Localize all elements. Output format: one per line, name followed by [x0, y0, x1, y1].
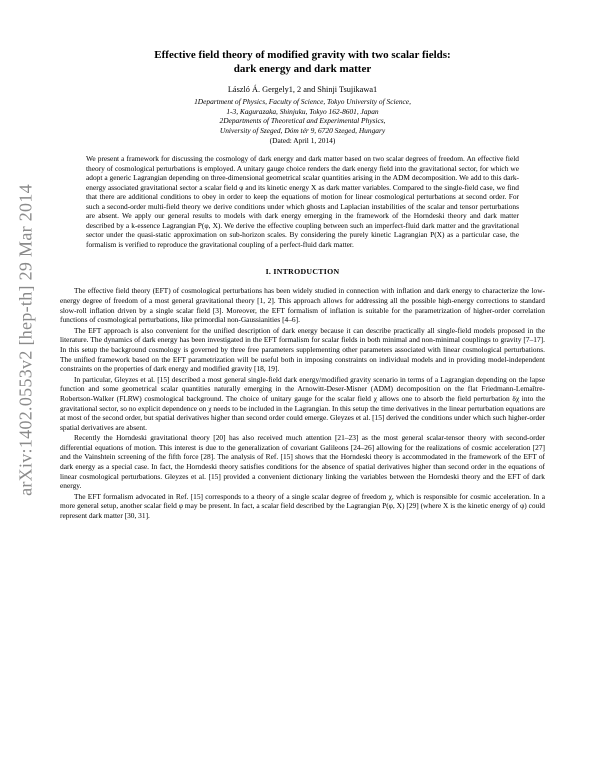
paper-title [60, 48, 545, 76]
affiliation-line: University of Szeged, Dóm tér 9, 6720 Szeged, Hungary [219, 125, 386, 135]
abstract: We present a framework for discussing the cosmology of dark energy and dark matter based on two scalar degrees of freedom. An effective field theory of cosmological perturbations is employed. A unitary gauge choice renders the dark energy field into the gravitational sector, for which we adopt a generic Lagrangian depending on three-dimensional geometrical scalar quantities arising in the ADM decomposition. We add to this dark-energy associated gravitational sector a scalar field φ and its kinetic energy X as dark matter variables. Compared to the single-field case, we find that there are additional conditions to obey in order to keep the equations of motion for linear cosmological perturbations at second order. For such a second-order multi-field theory we derive conditions under which ghosts and Laplacian instabilities of the scalar and tensor perturbations are absent. We apply our general results to models with dark energy emerging in the framework of the Horndeski theory and dark matter described by a k-essence Lagrangian P(φ, X). We derive the effective coupling between such an imperfect-fluid dark matter and the gravitational sector under the quasi-static approximation on sub-horizon scales. By considering the purely kinetic Lagrangian P(X) as a particular case, the formalism is verified to reproduce the gravitational coupling of a perfect-fluid dark matter. [86, 154, 519, 249]
affiliation-line: 1-3, Kagurazaka, Shinjuku, Tokyo 162-8601, Japan [226, 106, 379, 116]
paper-page [60, 48, 545, 522]
affiliation-line: 2Departments of Theoretical and Experimental Physics, [219, 116, 386, 126]
section-heading-introduction: I. INTRODUCTION [265, 267, 340, 277]
body-paragraph: The EFT approach is also convenient for the unified description of dark energy because it can describe practically all single-field models proposed in the literature. The dynamics of dark energy has been investigated in the EFT formalism for scalar fields in both minimal and non-minimal couplings to gravity [7–17]. In this setup the background cosmology is governed by three free parameters supplementing other parameters associated with linear cosmological perturbations. The unified framework based on the EFT parametrization will be useful both in imposing constraints on individual models and in providing model-independent constraints on the properties of dark energy and modified gravity [18, 19]. [60, 325, 545, 374]
body-paragraph: In particular, Gleyzes et al. [15] described a most general single-field dark energy/modified gravity scenario in terms of a Lagrangian depending on the lapse function and some geometrical scalar quantities naturally emerging in the Arnowitt-Deser-Misner (ADM) decomposition on the flat Friedmann-Lemaître-Robertson-Walker (FLRW) cosmological background. The choice of unitary gauge for the scalar field χ allows one to absorb the field perturbation δχ into the gravitational sector, so no explicit dependence on χ needs to be included in the Lagrangian. In this setup the time derivatives in the linear perturbation equations are at most of the second order, but spatial derivatives higher than second order could emerge. Gleyzes et al. [15] derived the conditions under which such higher-order spatial derivatives are absent. [60, 374, 545, 432]
title-line-2: dark energy and dark matter [233, 63, 372, 75]
dated-line: (Dated: April 1, 2014) [269, 136, 336, 146]
author-list: László Á. Gergely1, 2 and Shinji Tsujikawa1 [227, 85, 378, 94]
arxiv-identifier: arXiv:1402.0553v2 [hep-th] 29 Mar 2014 [15, 184, 36, 496]
arxiv-side-stamp [6, 140, 46, 540]
title-line-1: Effective field theory of modified gravity with two scalar fields: [154, 49, 451, 61]
affiliations [60, 97, 545, 135]
body-paragraph: Recently the Horndeski gravitational theory [20] has also received much attention [21–23] as the most general scalar-tensor theory with second-order differential equations of motion. This interest is due to the generalization of covariant Galileons [24–26] allowing for the realizations of cosmic acceleration [27] and the Vainshtein screening of the fifth force [28]. The analysis of Ref. [15] shows that the Horndeski theory is accommodated in the framework of the EFT of dark energy as a special case. In fact, the Horndeski theory satisfies conditions for the absence of spatial derivatives higher than second order in the equations of linear cosmological perturbations. Gleyzes et al. [15] provided a convenient dictionary linking the variables between the Horndeski theory and the EFT of dark energy. [60, 433, 545, 491]
affiliation-line: 1Department of Physics, Faculty of Science, Tokyo University of Science, [194, 97, 411, 106]
body-paragraph: The effective field theory (EFT) of cosmological perturbations has been widely studied in connection with inflation and dark energy to characterize the low-energy degree of freedom of a most general gravitational theory [1, 2]. This approach allows for addressing all the possible high-energy corrections to standard slow-roll inflation driven by a single scalar field [3]. Moreover, the EFT formalism of inflation is suitable for the parametrization of higher-order correlation functions of cosmological perturbations, like primordial non-Gaussianities [4–6]. [60, 286, 545, 325]
body-paragraph: The EFT formalism advocated in Ref. [15] corresponds to a theory of a single scalar degree of freedom χ, which is responsible for cosmic acceleration. In a more general setup, another scalar field φ may be present. In fact, a scalar field described by the Lagrangian P(φ, X) [29] (where X is the kinetic energy of φ) could represent dark matter [30, 31]. [60, 491, 545, 521]
